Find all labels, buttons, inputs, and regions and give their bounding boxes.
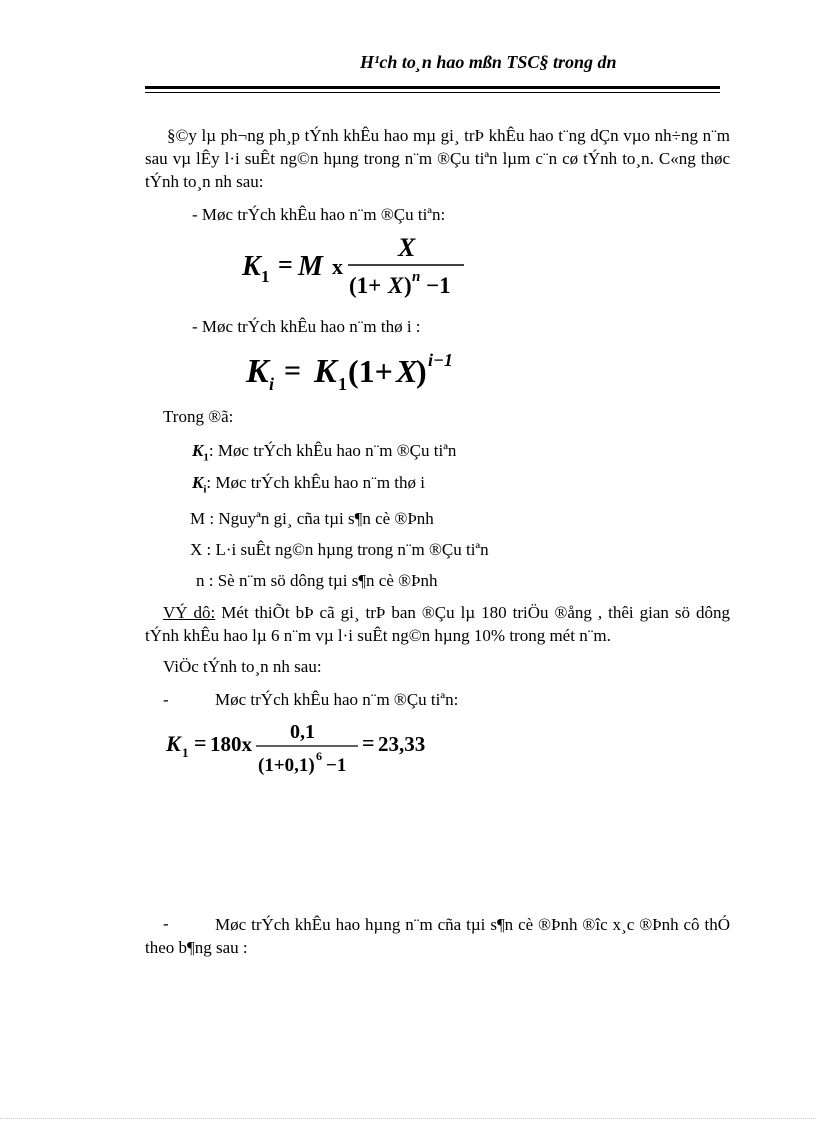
f2-k-sub: 1: [338, 374, 347, 394]
f1-den-exp: n: [412, 269, 421, 285]
def-k1-sub: 1: [203, 451, 209, 464]
f2-paren-a: (1+: [348, 353, 393, 389]
def-m: [190, 508, 434, 530]
f1-lhs-sub: 1: [261, 267, 270, 286]
running-header: H¹ch to¸n hao mßn TSC§ trong dn: [360, 52, 617, 72]
def-x-text: : L·i suÊt ng©n hµng trong n¨m ®Çu tiªn: [202, 540, 489, 559]
f3-eq2: =: [362, 730, 375, 755]
def-n-sym: n: [196, 571, 205, 590]
example-paragraph: [145, 601, 730, 647]
formula1-label: - Møc trÝch khÊu hao n¨m ®Çu tiªn:: [192, 205, 446, 224]
formula-year-i-depreciation: [242, 344, 482, 396]
f1-lhs: K: [242, 251, 261, 282]
def-ki-sym: K: [192, 473, 204, 492]
f3-coef: 180x: [210, 732, 252, 756]
def-ki: [192, 472, 425, 500]
f3-lhs: K: [166, 731, 181, 756]
where-label: Trong ®ã:: [163, 407, 234, 426]
def-ki-text: : Møc trÝch khÊu hao n¨m thø i: [206, 473, 426, 492]
f3-eq: =: [194, 730, 207, 755]
f1-eq: =: [278, 250, 293, 279]
bullet-2: -: [163, 914, 169, 933]
calc-item-1: Møc trÝch khÊu hao n¨m ®Çu tiªn:: [215, 690, 459, 709]
def-k1-sym: K: [192, 441, 204, 460]
def-k1: [192, 440, 456, 468]
f2-exp: i−1: [428, 350, 453, 370]
formula-example-calculation: [164, 714, 444, 778]
calc-label: ViÖc tÝnh to¸n nh sau:: [163, 657, 322, 676]
bullet-1: -: [163, 690, 169, 709]
def-n-text: : Sè n¨m sö dông tµi s¶n cè ®Þnh: [204, 571, 438, 590]
def-n: [196, 570, 438, 592]
def-m-sym: M: [190, 509, 206, 528]
def-ki-sub: i: [203, 483, 207, 496]
f2-lhs: K: [246, 353, 269, 390]
def-x-sym: X: [190, 540, 203, 559]
f3-den-exp: 6: [316, 749, 322, 763]
f1-den-a: (1+: [349, 273, 382, 298]
header-rule-thick: [145, 86, 720, 89]
f1-den-b: ): [404, 273, 412, 298]
example-label: VÝ dô:: [163, 603, 216, 622]
def-x: [190, 539, 489, 561]
page-bottom-dotted-edge: [0, 1118, 816, 1119]
intro-text: §©y lµ ph¬ng ph¸p tÝnh khÊu hao mµ gi¸ trÞ khÊu hao t¨ng dÇn vµo nh÷ng n¨m sau vµ lÊy l·i suÊt ng©n hµng trong n¨m ®Çu tiªn lµm c¨n cø tÝnh to¸n. C«ng thøc tÝnh to¸n nh sau:: [145, 126, 730, 191]
f3-lhs-sub: 1: [182, 745, 189, 760]
formula2-label: - Møc trÝch khÊu hao n¨m thø i :: [192, 317, 421, 336]
header-rule-thin: [145, 92, 720, 93]
f2-paren-b: ): [416, 353, 427, 389]
f3-den-a: (1+0,1): [258, 755, 315, 776]
f3-den-c: −1: [326, 755, 347, 776]
intro-paragraph: [145, 124, 730, 193]
f2-eq: =: [284, 354, 302, 387]
f3-result: 23,33: [378, 732, 426, 756]
f1-den-x: X: [388, 273, 404, 298]
example-text: Mét thiÕt bÞ cã gi¸ trÞ ban ®Çu lµ 180 triÖu ®ång , thêi gian sö dông tÝnh khÊu hao lµ 6 n¨m vµ l·i suÊt ng©n hµng 10% trong mét n¨m.: [145, 603, 731, 645]
f2-lhs-sub: i: [269, 374, 275, 394]
def-k1-text: : Møc trÝch khÊu hao n¨m ®Çu tiªn: [208, 441, 457, 460]
calc-item-2-text: Møc trÝch khÊu hao hµng n¨m cña tµi s¶n cè ®Þnh ®îc x¸c ®Þnh cô thÓ theo b¶ng sau :: [145, 915, 730, 957]
formula-first-year-depreciation: [236, 228, 496, 304]
calc-item-2: [145, 913, 730, 959]
def-m-text: : Nguyªn gi¸ cña tµi s¶n cè ®Þnh: [205, 509, 434, 528]
f1-den-c: −1: [426, 273, 451, 298]
f3-num: 0,1: [290, 721, 315, 743]
f2-paren-x: X: [396, 353, 418, 389]
f1-num: X: [398, 233, 416, 262]
f1-m: M: [298, 251, 323, 282]
f2-k: K: [314, 353, 337, 390]
f1-times: x: [332, 254, 343, 279]
